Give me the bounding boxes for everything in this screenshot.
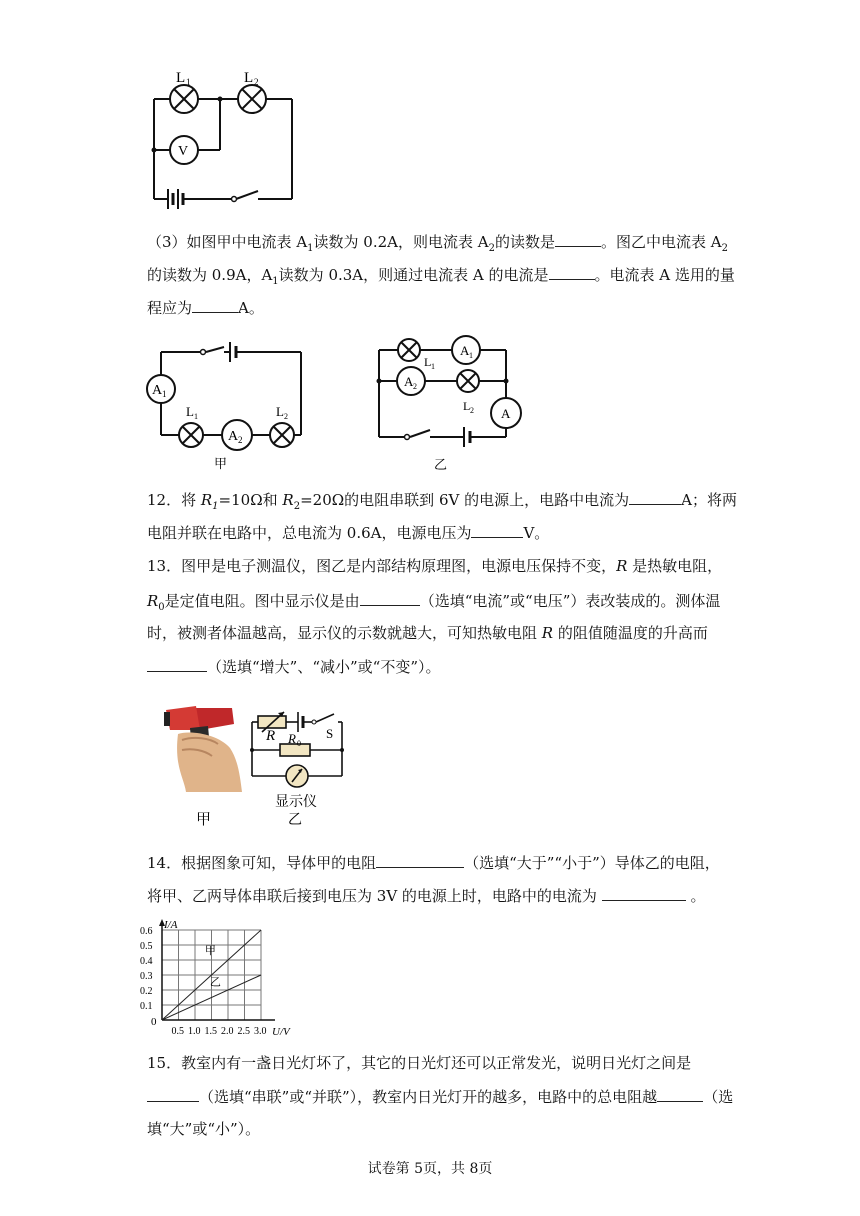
iu-graph [138,914,308,1038]
svg-text:2: 2 [238,435,243,445]
answer-blank[interactable] [629,489,681,505]
svg-text:1: 1 [194,412,198,421]
answer-blank[interactable] [657,1086,703,1102]
x-tick-label: 1.0 [188,1026,201,1037]
q12-line1: 12．将 $R_1=10\Omega$和 $R_2=20\Omega$的电阻串联到 6V 的电源上，电路中电流为 A；将两 [147,491,737,512]
lamp-l2-sub: 2 [254,77,259,87]
ammeter-a2-label: A [404,374,414,389]
q13-line3: 时，被测者体温越高，显示仪的示数就越大，可知热敏电阻 R 的阻值随温度的升高而 [147,624,708,642]
q13-line4: （选填“增大”、“减小”或“不变”）。 [147,656,441,677]
ammeter-a-label: A [501,406,511,421]
ammeter-a1-label: A [152,383,163,398]
lamp-l2-label: L [276,404,284,419]
q14-line2: 将甲、乙两导体串联后接到电压为 3V 的电源上时，电路中的电流为 。 [147,887,706,905]
caption-yi: 乙 [434,457,448,472]
q15-line2: （选填“串联”或“并联”），教室内日光灯开的越多，电路中的总电阻越 （选 [147,1086,733,1107]
lamp-l1-label: L [186,404,194,419]
lamp-l2-label: L [463,399,471,413]
lamp-l1-sub: 1 [186,77,191,87]
y-tick-label: 0.6 [140,926,153,937]
svg-text:2: 2 [413,382,417,391]
y-axis-label: I/A [164,919,178,931]
q15-line3: 填“大”或“小”）。 [147,1120,261,1138]
svg-text:1: 1 [431,362,435,371]
answer-blank[interactable] [192,297,238,313]
caption-jia: 甲 [196,812,212,828]
series-label-1: 甲 [204,945,216,957]
answer-blank[interactable] [602,885,686,901]
q11-part3-line1: （3）如图甲中电流表 $A_1$读数为 0.2A，则电流表 $A_2$的读数是 。图乙中电流表 $A_2$ [147,233,728,254]
page-footer: 试卷第 5页，共 8页 [367,1161,493,1177]
answer-blank[interactable] [471,522,523,538]
x-tick-label: 3.0 [254,1026,267,1037]
circuit-yi [370,334,530,474]
thermometer-gun-photo [160,700,246,832]
answer-blank[interactable] [549,264,595,280]
q15-line1: 15．教室内有一盏日光灯坏了，其它的日光灯还可以正常发光，说明日光灯之间是 [147,1054,692,1072]
svg-text:2: 2 [284,412,288,421]
thermometer-circuit [244,704,354,834]
q11-part3-line2: 的读数为 0.9A，$A_1$读数为 0.3A，则通过电流表 A 的电流是 。电流表 A 选用的量 [147,266,735,287]
answer-blank[interactable] [147,1086,199,1102]
q14-line1: 14．根据图象可知，导体甲的电阻 （选填“大于”“小于”）导体乙的电阻， [147,854,720,872]
switch-label: S [326,726,334,741]
x-tick-label: 0.5 [171,1026,184,1037]
q13-line2: $R_0$是定值电阻。图中显示仪是由 （选填“电流”或“电压”）表改装成的。测体温 [147,592,721,613]
answer-blank[interactable] [376,852,464,868]
x-tick-label: 1.5 [204,1026,217,1037]
thermistor-label: R [266,728,276,744]
answer-blank[interactable] [555,231,601,247]
q12-line2: 电阻并联在电路中，总电流为 0.6A，电源电压为 V。 [147,524,550,542]
lamp-l2-label: L [244,70,254,86]
x-tick-label: 2.0 [221,1026,234,1037]
caption-jia: 甲 [214,456,228,471]
caption-yi: 乙 [288,813,302,828]
x-axis-label: U/V [272,1026,290,1038]
svg-text:2: 2 [470,406,474,415]
svg-text:1: 1 [162,389,167,399]
y-tick-label: 0.2 [140,986,153,997]
series-label-2: 乙 [209,976,221,989]
y-tick-label: 0.5 [140,941,153,952]
svg-text:1: 1 [469,351,473,360]
ammeter-a1-label: A [460,343,470,358]
voltmeter-label: V [178,144,189,159]
y-tick-label: 0.3 [140,971,153,982]
lamp-l1-label: L [424,355,432,369]
svg-text:0: 0 [297,739,301,748]
circuit-jia [140,338,310,473]
x-tick-label: 2.5 [237,1026,250,1037]
y-tick-label: 0.4 [140,956,153,967]
display-meter-label: 显示仪 [275,795,317,810]
origin-label: 0 [151,1016,157,1028]
ammeter-a2-label: A [228,429,239,444]
q13-line1: 13．图甲是电子测温仪，图乙是内部结构原理图，电源电压保持不变，R 是热敏电阻， [147,557,723,575]
y-tick-label: 0.1 [140,1001,153,1012]
q11-part3-line3: 程应为 A。 [147,299,264,317]
answer-blank[interactable] [360,590,420,606]
lamp-l1-label: L [176,70,186,86]
resistor-r0-label: R [288,731,296,746]
circuit-lamps-voltmeter [140,65,305,220]
answer-blank[interactable] [147,656,207,672]
